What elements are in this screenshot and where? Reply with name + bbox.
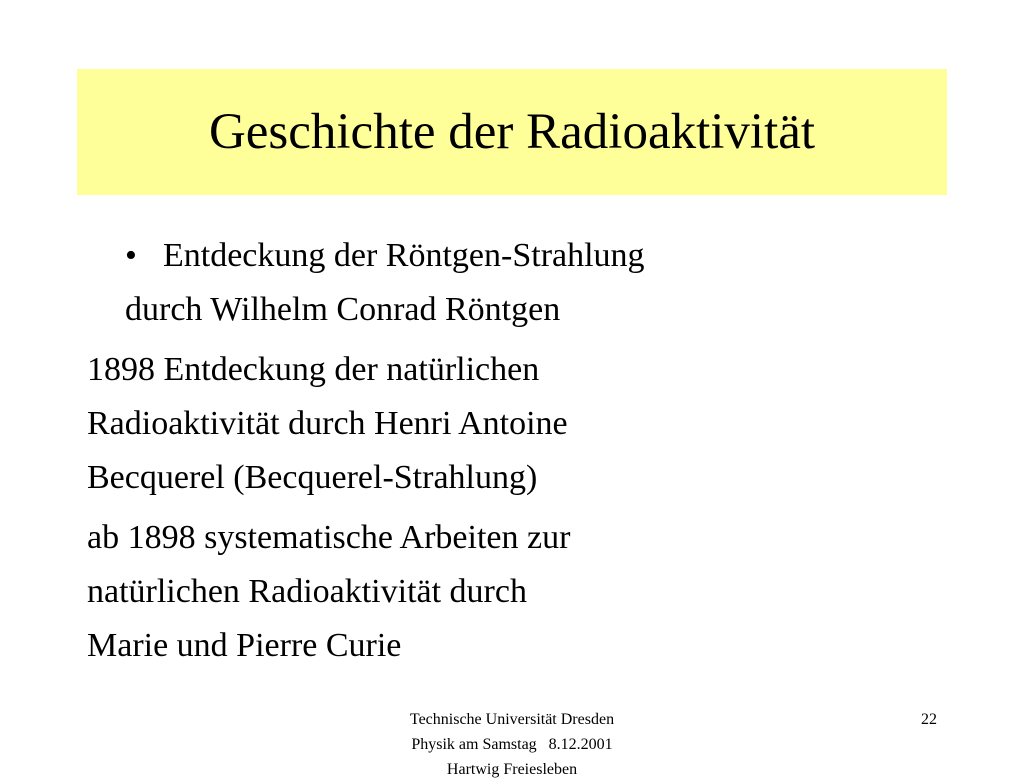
paragraph-line: Radioaktivität durch Henri Antoine — [87, 405, 568, 442]
bullet-paragraph-roentgen — [87, 229, 947, 337]
slide-title-banner — [77, 69, 947, 195]
paragraph-line: durch Wilhelm Conrad Röntgen — [125, 291, 561, 328]
paragraph-text — [87, 511, 947, 673]
page-number: 22 — [921, 711, 937, 728]
paragraph-line: natürlichen Radioaktivität durch — [87, 573, 527, 610]
paragraph-line — [125, 229, 947, 283]
footer-author: Hartwig Freiesleben — [446, 761, 578, 778]
paragraph-line: 1898 Entdeckung der natürlichen — [87, 351, 540, 388]
footer-event: Physik am Samstag 8.12.2001 — [411, 736, 613, 753]
paragraph-line: Marie und Pierre Curie — [87, 627, 402, 664]
line-text: Entdeckung der Röntgen-Strahlung — [163, 237, 645, 274]
paragraph-text — [87, 343, 947, 505]
slide-body — [87, 229, 947, 679]
footer-info — [312, 707, 712, 782]
paragraph-line: ab 1898 systematische Arbeiten zur — [87, 519, 571, 556]
paragraph-becquerel — [87, 343, 947, 505]
slide-title: Geschichte der Radioaktivität — [208, 103, 816, 160]
paragraph-line: Becquerel (Becquerel-Strahlung) — [87, 459, 538, 496]
paragraph-curie — [87, 511, 947, 673]
footer-institution: Technische Universität Dresden — [409, 711, 615, 728]
bullet-marker: • — [125, 237, 137, 274]
paragraph-text — [87, 229, 947, 337]
